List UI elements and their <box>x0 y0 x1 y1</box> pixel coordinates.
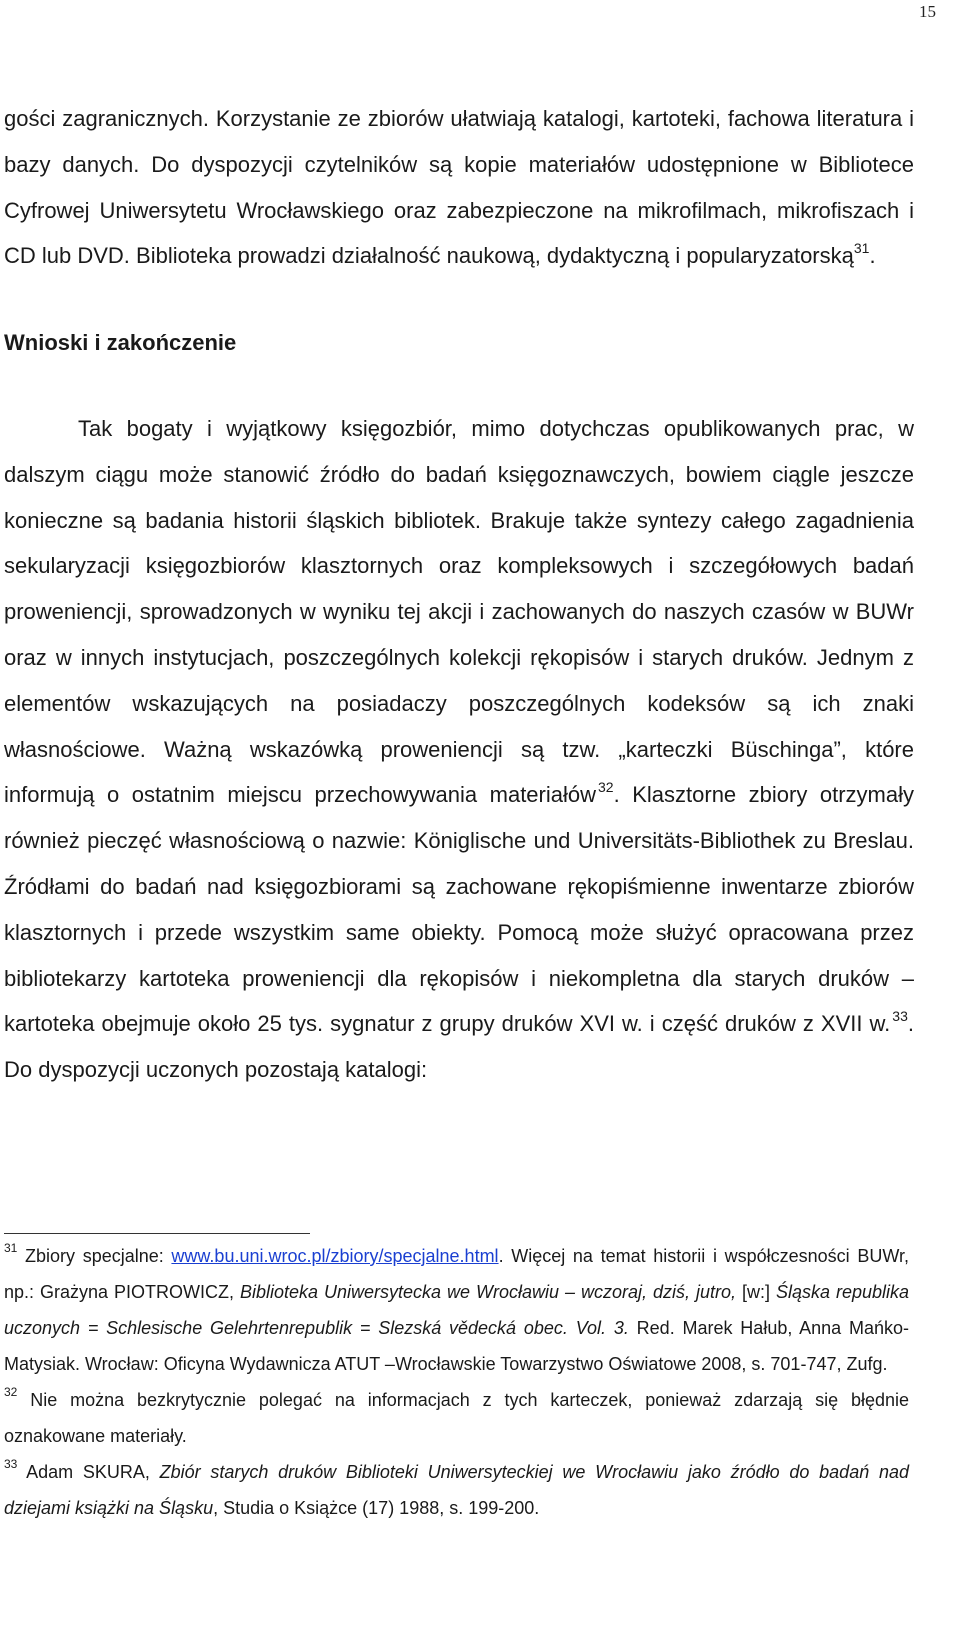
footnote-31 <box>4 1238 909 1382</box>
paragraph-text: . Do dyspozycji uczonych pozostają katalogi: <box>4 1011 914 1083</box>
footnote-ref-32[interactable]: 32 <box>598 779 614 796</box>
footnote-ref-31[interactable]: 31 <box>853 240 870 257</box>
main-text <box>4 96 914 1093</box>
footnote-number: 32 <box>4 1385 18 1399</box>
footnote-separator <box>4 1233 310 1234</box>
footnote-title: Biblioteka Uniwersytecka we Wrocławiu – wczoraj, dziś, jutro, <box>239 1282 736 1302</box>
footnote-number: 33 <box>4 1457 18 1471</box>
footnote-title: Śląska republika uczonych = Schlesische Gelehrtenrepublik = Slezská vědecká obec. Vol. 3. <box>4 1282 910 1338</box>
paragraph-continued <box>4 96 914 279</box>
footnote-text: Adam SKURA, <box>17 1462 160 1482</box>
page-number: 15 <box>919 2 936 21</box>
footnote-32 <box>4 1382 909 1454</box>
footnote-title: Zbiór starych druków Biblioteki Uniwersyteckiej we Wrocławiu jako źródło do badań nad dziejami książki na Śląsku <box>4 1462 909 1518</box>
footnote-text: Nie można bezkrytycznie polegać na informacjach z tych karteczek, ponieważ zdarzają się błędnie oznakowane materiały. <box>4 1390 909 1446</box>
footnote-text: Zbiory specjalne: <box>17 1246 172 1266</box>
paragraph-end: . <box>869 243 876 269</box>
footnote-text: [w:] <box>735 1282 776 1302</box>
footnote-text: . Więcej na temat historii i współczesności BUWr, np.: Grażyna PIOTROWICZ, <box>4 1246 909 1302</box>
paragraph-text: . Klasztorne zbiory otrzymały również pieczęć własnościową o nazwie: Königlische und Universitäts-Bibliothek zu Breslau. Źródłami do badań nad księgozbiorami są zachowane rękopiśmienne inwentarze zbiorów klasztornych i przede wszystkim same obiekty. Pomocą może służyć opracowana przez bibliotekarzy kartoteka proweniencji dla rękopisów i niekompletna dla starych druków – kartoteka obejmuje około 25 tys. sygnatur z grupy druków XVI w. i część druków z XVII w. <box>4 782 914 1037</box>
footnote-number: 31 <box>4 1241 18 1255</box>
footnotes <box>4 1238 909 1526</box>
footnote-text: Red. Marek Hałub, Anna Mańko-Matysiak. Wrocław: Oficyna Wydawnicza ATUT –Wrocławskie Towarzystwo Oświatowe 2008, s. 701-747, Zufg. <box>4 1318 910 1374</box>
footnote-link[interactable]: www.bu.uni.wroc.pl/zbiory/specjalne.html <box>171 1246 499 1266</box>
paragraph-conclusions <box>4 406 914 1093</box>
paragraph-text: gości zagranicznych. Korzystanie ze zbiorów ułatwiają katalogi, kartoteki, fachowa literatura i bazy danych. Do dyspozycji czytelników są kopie materiałów udostępnione w Bibliotece Cyfrowej Uniwersytetu Wrocławskiego oraz zabezpieczone na mikrofilmach, mikrofiszach i CD lub DVD. Biblioteka prowadzi działalność naukową, dydaktyczną i popularyzatorską <box>4 106 914 269</box>
footnote-text: , Studia o Książce (17) 1988, s. 199-200. <box>213 1498 540 1518</box>
paragraph-text: Tak bogaty i wyjątkowy księgozbiór, mimo dotychczas opublikowanych prac, w dalszym ciągu może stanowić źródło do badań księgoznawczych, bowiem ciągle jeszcze konieczne są badania historii śląskich bibliotek. Brakuje także syntezy całego zagadnienia sekularyzacji księgozbiorów klasztornych oraz kompleksowych i szczegółowych badań proweniencji, sprowadzonych w wyniku tej akcji i zachowanych do naszych czasów w BUWr oraz w innych instytucjach, poszczególnych kolekcji rękopisów i starych druków. Jednym z elementów wskazujących na posiadaczy poszczególnych kodeksów są ich znaki własnościowe. Ważną wskazówką proweniencji są tzw. „karteczki Büschinga”, które informują o ostatnim miejscu przechowywania materiałów <box>4 415 914 808</box>
section-heading: Wnioski i zakończenie <box>4 330 237 356</box>
footnote-33 <box>4 1454 909 1526</box>
footnote-ref-33[interactable]: 33 <box>892 1008 908 1025</box>
